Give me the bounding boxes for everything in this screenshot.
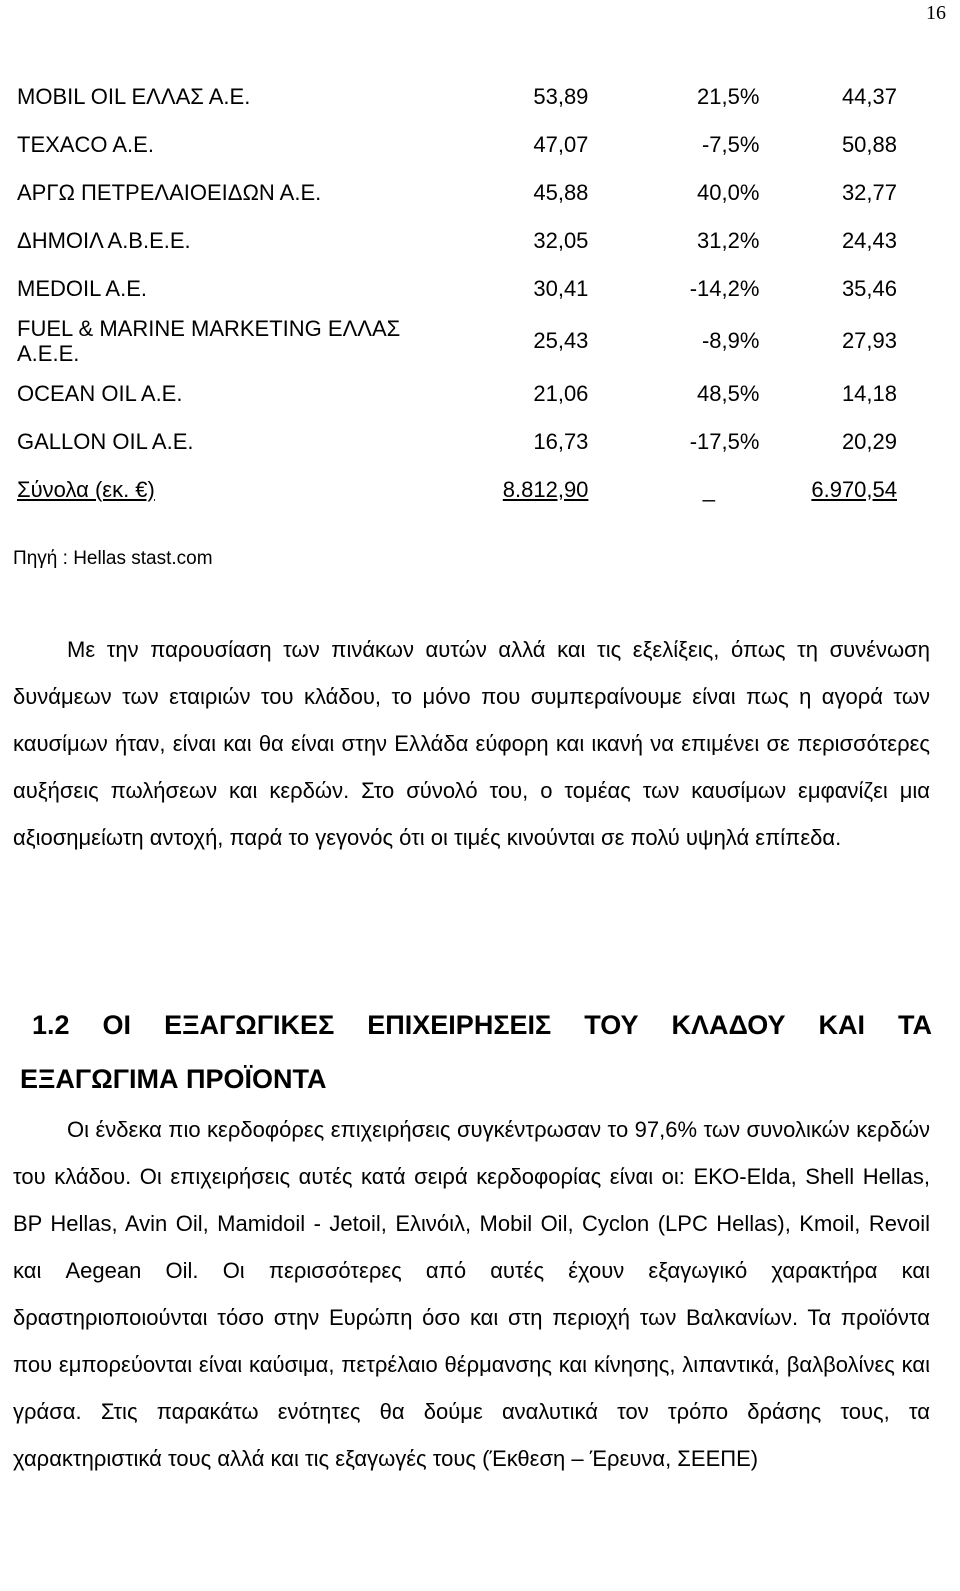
heading-line-2: ΕΞΑΓΩΓΙΜΑ ΠΡΟΪΟΝΤΑ: [20, 1064, 327, 1094]
value-2: -7,5%: [701, 131, 760, 157]
value-1: 25,43: [533, 328, 589, 353]
value-2: -14,2%: [689, 275, 760, 301]
table-row: [7, 417, 907, 465]
value-1: 32,05: [533, 227, 589, 253]
value-2: -8,9%: [701, 328, 760, 353]
table-row: [7, 168, 907, 216]
paragraph-market-summary: [13, 626, 930, 861]
value-1: 30,41: [533, 275, 589, 301]
value-2: 40,0%: [697, 179, 760, 205]
value-2: 31,2%: [697, 227, 760, 253]
page-number: 16: [926, 2, 946, 24]
value-2: 48,5%: [697, 380, 760, 406]
section-heading: [20, 998, 932, 1106]
value-3: 32,77: [841, 179, 897, 205]
total-value-2: _: [702, 476, 716, 502]
company-name: TEXACO A.E.: [17, 131, 154, 157]
table-row: [7, 72, 907, 120]
company-name: MEDOIL A.E.: [17, 275, 148, 301]
company-name: MOBIL OIL ΕΛΛΑΣ Α.Ε.: [17, 83, 251, 109]
paragraph-text: Με την παρουσίαση των πινάκων αυτών αλλά και τις εξελίξεις, όπως τη συνένωση δυνάμεων των εταιριών του κλάδου, το μόνο που συμπεραίνουμε είναι πως η αγορά των καυσίμων ήταν, είναι και θα είναι στην Ελλάδα εύφορη και ικανή να επιμένει σε περισσότερες αυξήσεις πωλήσεων και κερδών. Στο σύνολό του, ο τομέας των καυσίμων εμφανίζει μια αξιοσημείωτη αντοχή, παρά το γεγονός ότι οι τιμές κινούνται σε πολύ υψηλά επίπεδα.: [13, 637, 930, 850]
table-row: [7, 264, 907, 312]
company-name: ΑΡΓΩ ΠΕΤΡΕΛΑΙΟΕΙΔΩΝ Α.Ε.: [17, 179, 322, 205]
value-3: 50,88: [841, 131, 897, 157]
value-3: 27,93: [841, 328, 897, 353]
total-value-3: 6.970,54: [811, 476, 897, 502]
table-row: [7, 369, 907, 417]
table-source: Πηγή : Hellas stast.com: [13, 548, 213, 569]
value-1: 45,88: [533, 179, 589, 205]
heading-line-1: 1.2 ΟΙ ΕΞΑΓΩΓΙΚΕΣ ΕΠΙΧΕΙΡΗΣΕΙΣ ΤΟΥ ΚΛΑΔΟΥ ΚΑΙ ΤΑ: [32, 1010, 932, 1040]
value-3: 44,37: [841, 83, 897, 109]
table-row: [7, 216, 907, 264]
value-3: 20,29: [841, 428, 897, 454]
company-name: GALLON OIL A.E.: [17, 428, 194, 454]
value-1: 47,07: [533, 131, 589, 157]
companies-table: [7, 72, 907, 513]
value-3: 35,46: [841, 275, 897, 301]
total-label: Σύνολα (εκ. €): [17, 476, 155, 502]
value-1: 21,06: [533, 380, 589, 406]
value-3: 14,18: [841, 380, 897, 406]
table-row: [7, 120, 907, 168]
paragraph-text: Οι ένδεκα πιο κερδοφόρες επιχειρήσεις συγκέντρωσαν το 97,6% των συνολικών κερδών του κλάδου. Οι επιχειρήσεις αυτές κατά σειρά κερδοφορίας είναι οι: ΕΚΟ-Elda, Shell Hellas, BP Hellas, Avin Oil, Mamidoil - Jetoil, Ελινόιλ, Mobil Oil, Cyclon (LPC Hellas), Kmoil, Revoil και Aegean Oil. Οι περισσότερες από αυτές έχουν εξαγωγικό χαρακτήρα και δραστηριοποιούνται τόσο στην Ευρώπη όσο και στη περιοχή των Βαλκανίων. Τα προϊόντα που εμπορεύονται είναι καύσιμα, πετρέλαιο θέρμανσης και κίνησης, λιπαντικά, βαλβολίνες και γράσα. Στις παρακάτω ενότητες θα δούμε αναλυτικά τον τρόπο δράσης τους, τα χαρακτηριστικά τους αλλά και τις εξαγωγές τους (Έκθεση – Έρευνα, ΣΕΕΠΕ): [13, 1117, 930, 1471]
company-name: OCEAN OIL A.E.: [17, 380, 183, 406]
company-name: FUEL & MARINE MARKETING ΕΛΛΑΣ Α.Ε.Ε.: [17, 315, 401, 366]
table-row: [7, 312, 907, 369]
value-2: 21,5%: [697, 83, 760, 109]
company-name: ΔΗΜΟΙΛ Α.Β.Ε.Ε.: [17, 227, 191, 253]
total-value-1: 8.812,90: [502, 476, 589, 502]
value-1: 16,73: [533, 428, 589, 454]
value-2: -17,5%: [689, 428, 760, 454]
value-1: 53,89: [533, 83, 589, 109]
paragraph-exporters: [13, 1106, 930, 1482]
value-3: 24,43: [841, 227, 897, 253]
table-total-row: [7, 465, 907, 513]
